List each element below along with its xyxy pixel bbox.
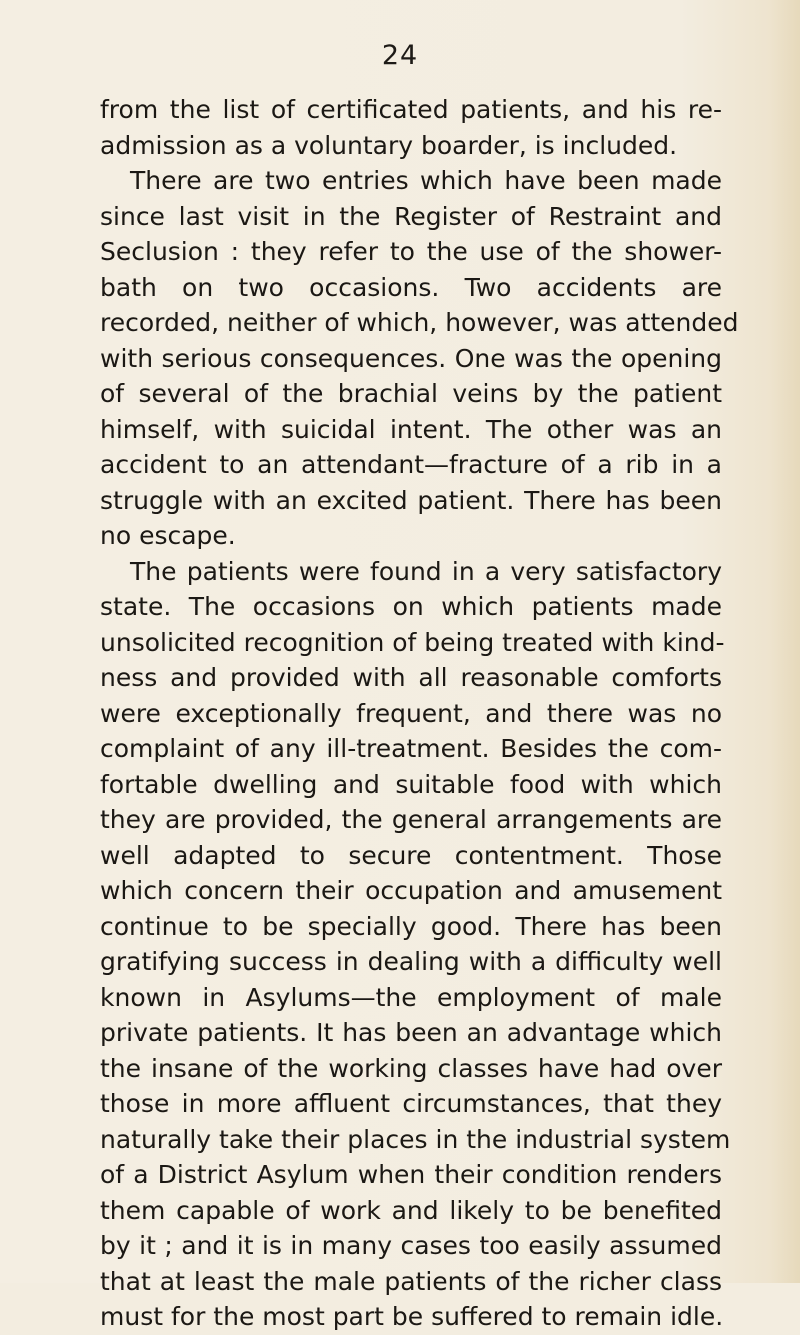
text-line: state. The occasions on which patients made bbox=[100, 592, 722, 621]
text-line: ness and provided with all reasonable comforts bbox=[100, 663, 722, 692]
text-line: from the list of certificated patients, and his re- bbox=[100, 95, 722, 124]
text-line: since last visit in the Register of Restraint and bbox=[100, 201, 722, 231]
text-line: must for the most part be suffered to remain idle. bbox=[100, 1302, 724, 1331]
text-line: unsolicited recognition of being treated with kind- bbox=[100, 627, 725, 657]
text-line: that at least the male patients of the richer class bbox=[100, 1266, 722, 1296]
text-line: those in more affluent circumstances, that they bbox=[100, 1089, 722, 1118]
text-line: bath on two occasions. Two accidents are bbox=[100, 272, 722, 302]
text-line: were exceptionally frequent, and there was no bbox=[100, 698, 722, 728]
text-line: which concern their occupation and amusement bbox=[100, 876, 722, 905]
text-line: them capable of work and likely to be benefited bbox=[100, 1195, 722, 1225]
text-line: naturally take their places in the industrial system bbox=[100, 1124, 731, 1154]
text-line: private patients. It has been an advantage which bbox=[100, 1018, 722, 1047]
text-line: There are two entries which have been made bbox=[130, 166, 722, 195]
text-line: fortable dwelling and suitable food with which bbox=[100, 769, 722, 799]
text-line: recorded, neither of which, however, was attended bbox=[100, 308, 739, 337]
text-line: complaint of any ill-treatment. Besides the com- bbox=[100, 734, 722, 763]
text-line: gratifying success in dealing with a difficulty well bbox=[100, 947, 722, 976]
body-text bbox=[100, 92, 739, 1335]
text-line: they are provided, the general arrangements are bbox=[100, 805, 722, 834]
text-line: with serious consequences. One was the opening bbox=[100, 343, 722, 373]
text-line: well adapted to secure contentment. Those bbox=[100, 840, 722, 870]
text-line: himself, with suicidal intent. The other was an bbox=[100, 414, 722, 444]
text-line: of a District Asylum when their condition renders bbox=[100, 1160, 722, 1189]
text-line: the insane of the working classes have had over bbox=[100, 1053, 722, 1083]
text-line: by it ; and it is in many cases too easily assumed bbox=[100, 1231, 722, 1260]
text-line: Seclusion : they refer to the use of the shower- bbox=[100, 237, 722, 266]
text-line: The patients were found in a very satisfactory bbox=[130, 556, 722, 586]
text-line: accident to an attendant—fracture of a rib in a bbox=[100, 450, 722, 479]
text-line: known in Asylums—the employment of male bbox=[100, 982, 722, 1012]
page-number: 24 bbox=[381, 40, 419, 71]
text-line: of several of the brachial veins by the patient bbox=[100, 379, 722, 408]
text-line: no escape. bbox=[100, 521, 236, 550]
text-line: continue to be specially good. There has been bbox=[100, 911, 722, 941]
text-line: struggle with an excited patient. There has been bbox=[100, 485, 722, 515]
text-line: admission as a voluntary boarder, is included. bbox=[100, 130, 678, 160]
